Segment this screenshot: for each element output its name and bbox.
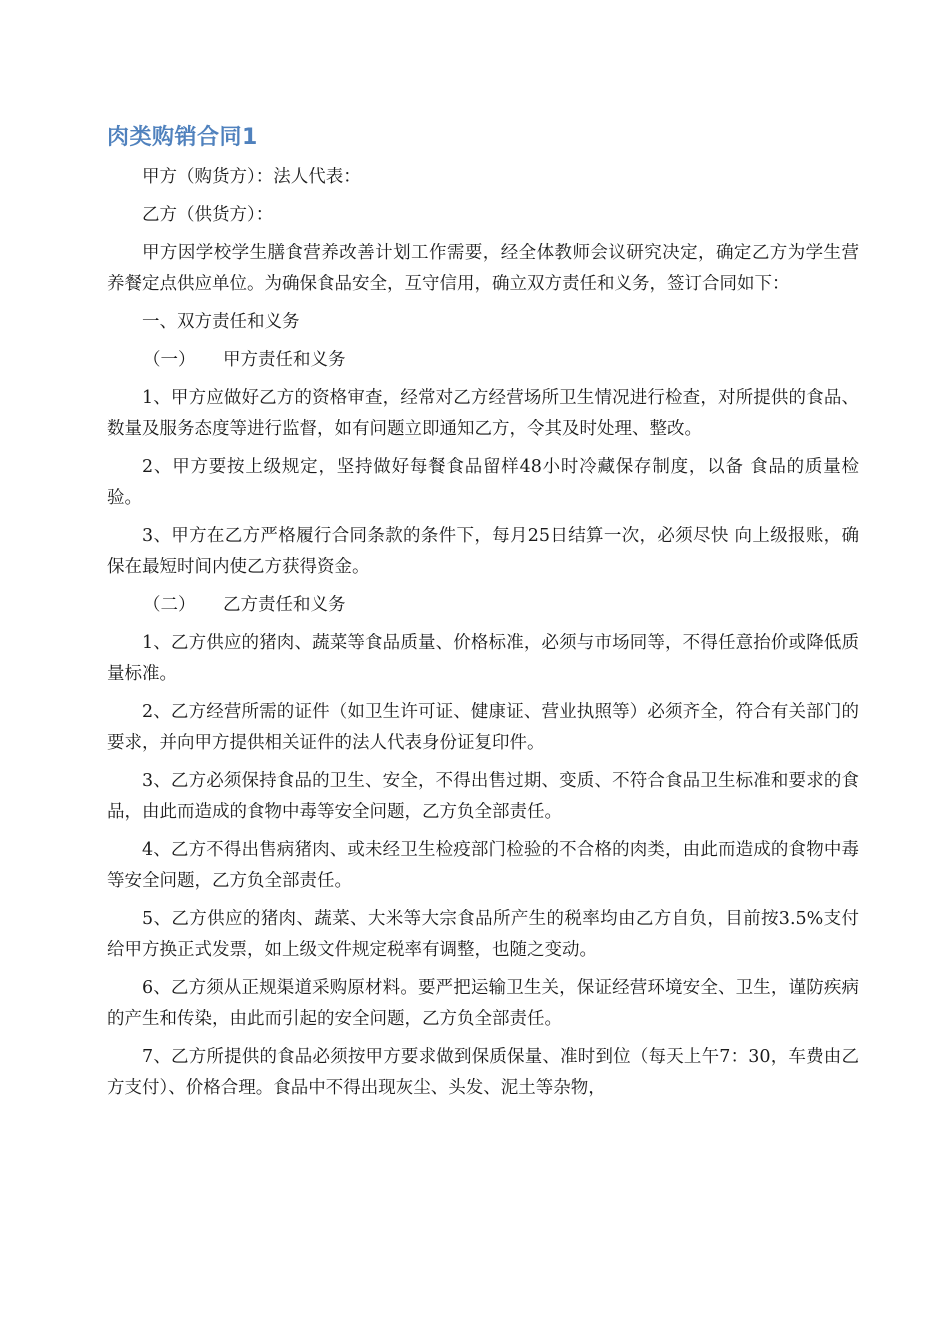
clause-b5: 5、乙方供应的猪肉、蔬菜、大米等大宗食品所产生的税率均由乙方自负，目前按3.5%支付给甲方换正式发票，如上级文件规定税率有调整，也随之变动。 (107, 909, 859, 960)
clause-a1: 1、甲方应做好乙方的资格审查，经常对乙方经营场所卫生情况进行检查，对所提供的食品、数量及服务态度等进行监督，如有问题立即通知乙方，令其及时处理、整改。 (107, 388, 859, 439)
clause-b2: 2、乙方经营所需的证件（如卫生许可证、健康证、营业执照等）必须齐全，符合有关部门的要求，并向甲方提供相关证件的法人代表身份证复印件。 (107, 702, 859, 753)
intro-paragraph: 甲方因学校学生膳食营养改善计划工作需要，经全体教师会议研究决定，确定乙方为学生营养餐定点供应单位。为确保食品安全，互守信用，确立双方责任和义务，签订合同如下： (107, 243, 859, 294)
subsection-a-heading (107, 345, 859, 376)
party-a-line: 甲方（购货方）：法人代表： (142, 167, 361, 187)
subsection-b-mark: （二） (143, 595, 196, 615)
subsection-b-text: 乙方责任和义务 (223, 595, 346, 615)
subsection-a-mark: （一） (143, 350, 196, 370)
document-title: 肉类购销合同1 (107, 125, 258, 150)
subsection-b-heading (107, 590, 859, 621)
party-b-line: 乙方（供货方）： (142, 205, 274, 225)
clause-b1: 1、乙方供应的猪肉、蔬菜等食品质量、价格标准，必须与市场同等，不得任意抬价或降低质量标准。 (107, 633, 859, 684)
clause-b3: 3、乙方必须保持食品的卫生、安全，不得出售过期、变质、不符合食品卫生标准和要求的食品，由此而造成的食物中毒等安全问题，乙方负全部责任。 (107, 771, 859, 822)
clause-b4: 4、乙方不得出售病猪肉、或未经卫生检疫部门检验的不合格的肉类，由此而造成的食物中毒等安全问题，乙方负全部责任。 (107, 840, 859, 891)
document-body (107, 162, 859, 1111)
clause-a2: 2、甲方要按上级规定，坚持做好每餐食品留样48小时冷藏保存制度，以备 食品的质量检验。 (107, 457, 859, 508)
clause-b6: 6、乙方须从正规渠道采购原材料。要严把运输卫生关，保证经营环境安全、卫生，谨防疾病的产生和传染，由此而引起的安全问题，乙方负全部责任。 (107, 978, 859, 1029)
clause-b7: 7、乙方所提供的食品必须按甲方要求做到保质保量、准时到位（每天上午7：30，车费由乙方支付）、价格合理。食品中不得出现灰尘、头发、泥土等杂物， (107, 1047, 859, 1098)
section-heading: 一、双方责任和义务 (142, 312, 300, 332)
clause-a3: 3、甲方在乙方严格履行合同条款的条件下，每月25日结算一次，必须尽快 向上级报账，确保在最短时间内使乙方获得资金。 (107, 526, 859, 577)
subsection-a-text: 甲方责任和义务 (223, 350, 346, 370)
